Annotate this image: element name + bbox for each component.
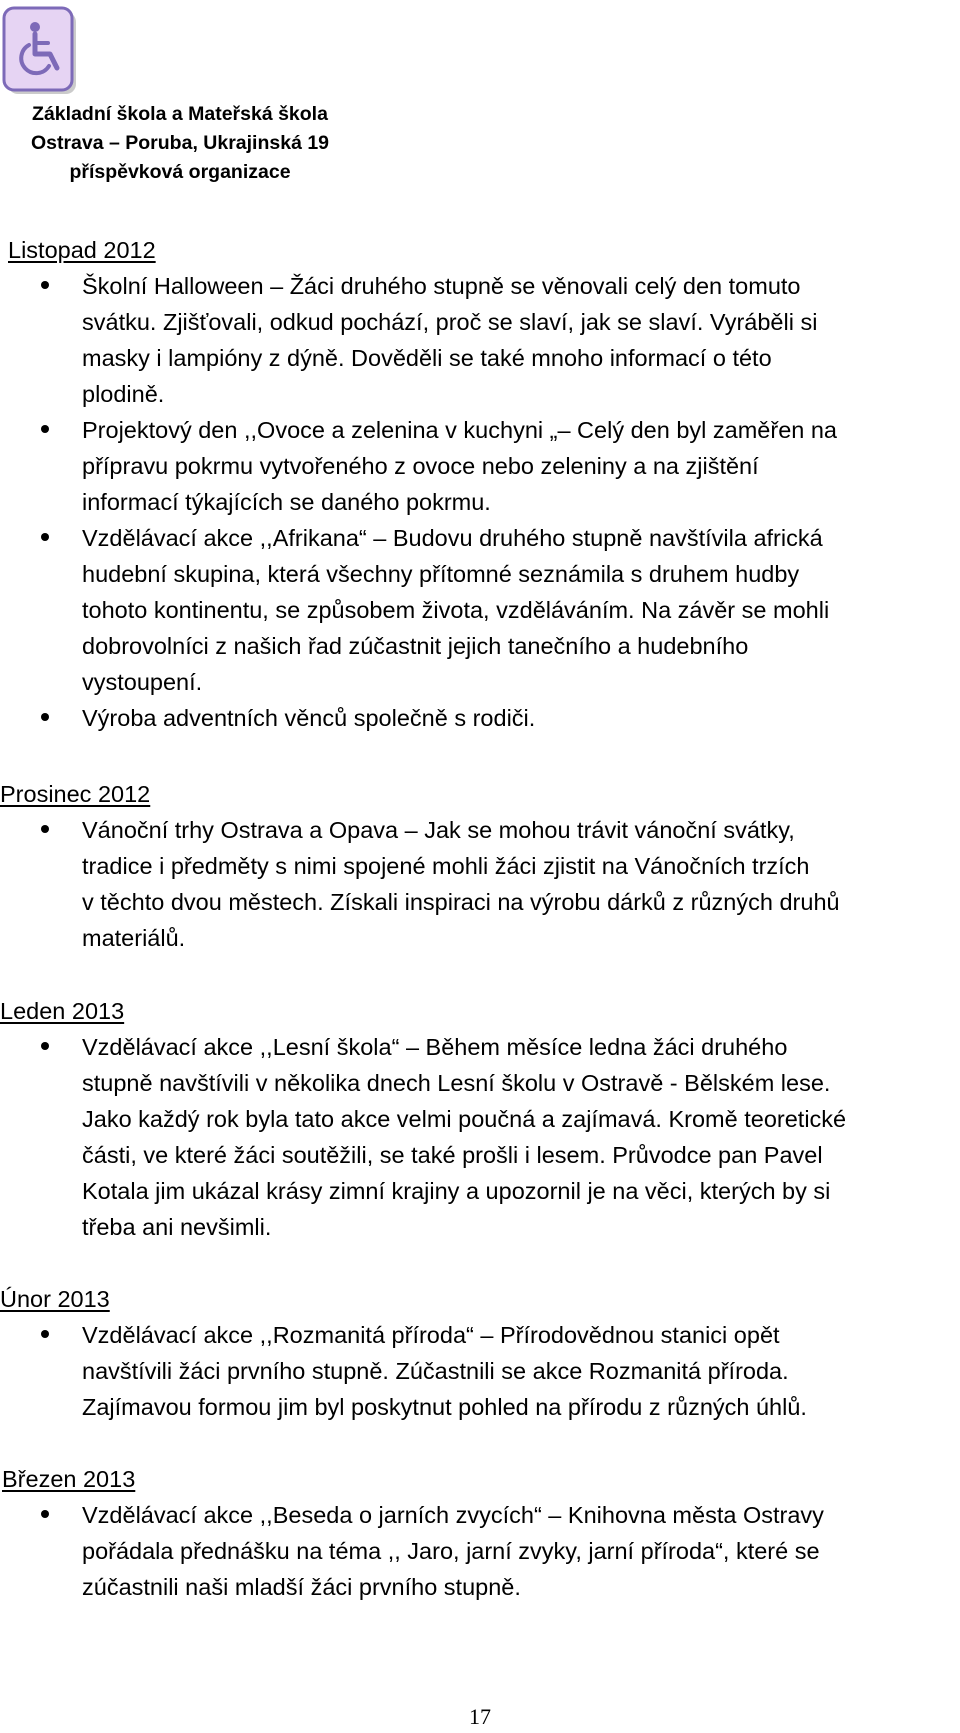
text-line: tohoto kontinentu, se způsobem života, vzděláváním. Na závěr se mohli: [82, 597, 830, 623]
text-line: třeba ani nevšimli.: [82, 1214, 272, 1240]
text-line: části, ve které žáci soutěžili, se také prošli i lesem. Průvodce pan Pavel: [82, 1142, 823, 1168]
bullet-icon: [41, 1042, 49, 1050]
bullet-icon: [41, 281, 49, 289]
school-address-line: Ostrava – Poruba, Ukrajinská 19: [30, 132, 330, 154]
section-heading: Březen 2013: [2, 1466, 136, 1492]
text-line: masky i lampióny z dýně. Dověděli se také mnoho informací o této: [82, 345, 772, 371]
section-heading: Prosinec 2012: [0, 781, 151, 807]
bullet-icon: [41, 1330, 49, 1338]
text-line: Vánoční trhy Ostrava a Opava – Jak se mohou trávit vánoční svátky,: [82, 817, 795, 843]
text-line: v těchto dvou městech. Získali inspiraci na výrobu dárků z různých druhů: [82, 889, 840, 915]
school-type-line: příspěvková organizace: [69, 161, 291, 183]
text-line: Projektový den ,,Ovoce a zelenina v kuchyni „– Celý den byl zaměřen na: [82, 417, 838, 443]
text-line: Vzdělávací akce ,,Beseda o jarních zvycích“ – Knihovna města Ostravy: [82, 1502, 824, 1528]
bullet-list: [0, 1317, 960, 1425]
section-heading: Leden 2013: [0, 998, 125, 1024]
text-line: Kotala jim ukázal krásy zimní krajiny a upozornil je na věci, kterých by si: [82, 1178, 831, 1204]
text-line: Vzdělávací akce ,,Afrikana“ – Budovu druhého stupně navštívila africká: [82, 525, 823, 551]
text-line: Jako každý rok byla tato akce velmi poučná a zajímavá. Kromě teoretické: [82, 1106, 847, 1132]
bullet-list: [0, 812, 960, 956]
list-item: [0, 700, 960, 736]
section-heading: Listopad 2012: [8, 237, 156, 263]
text-line: svátku. Zjišťovali, odkud pochází, proč se slaví, jak se slaví. Vyráběli si: [82, 309, 818, 335]
text-line: pořádala přednášku na téma ,, Jaro, jarní zvyky, jarní příroda“, které se: [82, 1538, 820, 1564]
text-line: Výroba adventních věnců společně s rodiči.: [82, 705, 536, 731]
text-line: Vzdělávací akce ,,Lesní škola“ – Během měsíce ledna žáci druhého: [82, 1034, 788, 1060]
text-line: informací týkajících se daného pokrmu.: [82, 489, 491, 515]
list-item: [0, 1497, 960, 1605]
text-line: vystoupení.: [82, 669, 203, 695]
text-line: Zajímavou formou jim byl poskytnut pohled na přírodu z různých úhlů.: [82, 1394, 807, 1420]
text-line: Školní Halloween – Žáci druhého stupně se věnovali celý den tomuto: [82, 273, 801, 299]
bullet-icon: [41, 713, 49, 721]
list-item: [0, 268, 960, 412]
list-item: [0, 1029, 960, 1245]
text-line: plodině.: [82, 381, 165, 407]
bullet-icon: [41, 825, 49, 833]
list-item: [0, 412, 960, 520]
text-line: Vzdělávací akce ,,Rozmanitá příroda“ – Přírodovědnou stanici opět: [82, 1322, 780, 1348]
section-heading: Únor 2013: [0, 1286, 110, 1312]
text-line: hudební skupina, která všechny přítomné seznámila s druhem hudby: [82, 561, 800, 587]
bullet-icon: [41, 1510, 49, 1518]
page-number: 17: [469, 1704, 491, 1729]
school-header: [0, 100, 360, 187]
text-line: zúčastnili naši mladší žáci prvního stupně.: [82, 1574, 521, 1600]
list-item: [0, 812, 960, 956]
list-item: [0, 520, 960, 700]
text-line: stupně navštívili v několika dnech Lesní školu v Ostravě - Bělském lese.: [82, 1070, 831, 1096]
text-line: dobrovolníci z našich řad zúčastnit jejich tanečního a hudebního: [82, 633, 749, 659]
school-logo: [2, 6, 78, 98]
bullet-list: [0, 1029, 960, 1245]
bullet-list: [0, 1497, 960, 1605]
text-line: navštívili žáci prvního stupně. Zúčastnili se akce Rozmanitá příroda.: [82, 1358, 789, 1384]
text-line: materiálů.: [82, 925, 186, 951]
school-name-line: Základní škola a Mateřská škola: [32, 103, 328, 125]
list-item: [0, 1317, 960, 1425]
text-line: tradice i předměty s nimi spojené mohli žáci zjistit na Vánočních trzích: [82, 853, 810, 879]
bullet-icon: [41, 533, 49, 541]
text-line: přípravu pokrmu vytvořeného z ovoce nebo zeleniny a na zjištění: [82, 453, 759, 479]
bullet-list: [0, 268, 960, 736]
wheelchair-accessibility-icon: [2, 6, 78, 98]
bullet-icon: [41, 425, 49, 433]
